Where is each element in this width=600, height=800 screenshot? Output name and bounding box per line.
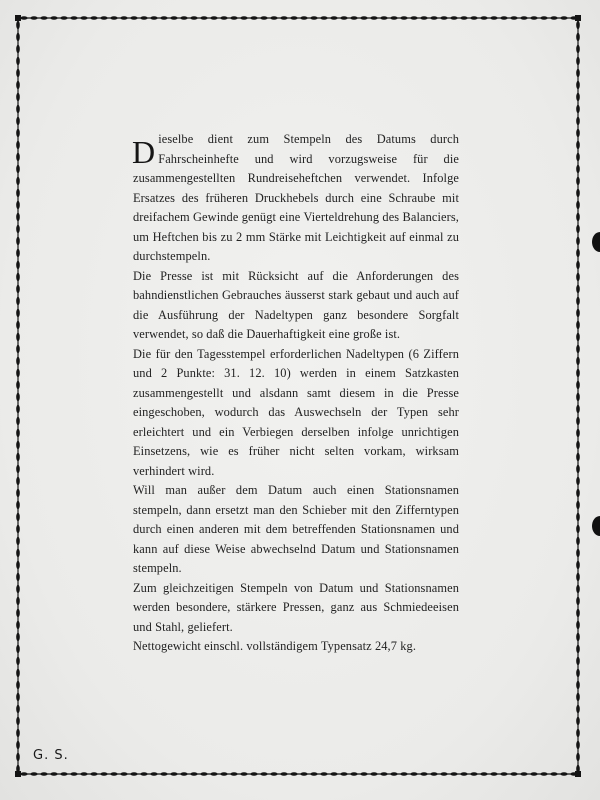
border-ornament	[16, 177, 20, 185]
border-ornament	[576, 105, 580, 113]
border-ornament	[576, 381, 580, 389]
border-ornament	[576, 489, 580, 497]
border-ornament	[550, 16, 557, 20]
border-ornament	[16, 633, 20, 641]
border-ornament	[550, 772, 557, 776]
border-ornament	[200, 772, 207, 776]
border-ornament	[120, 772, 127, 776]
border-ornament	[576, 333, 580, 341]
paragraph-4: Will man außer dem Datum auch einen Stationsnamen stempeln, dann ersetzt man den Schieber mit den Zifferntypen durch einen anderen mit dem betreffenden Stationsnamen und kann auf diese Weise abwechselnd Datum und Stationsnamen stempeln.	[133, 483, 459, 575]
border-ornament	[576, 549, 580, 557]
border-ornament	[420, 772, 427, 776]
border-ornament	[16, 129, 20, 137]
border-ornament	[16, 357, 20, 365]
border-ornament	[576, 321, 580, 329]
border-ornament	[576, 45, 580, 53]
border-ornament	[170, 772, 177, 776]
border-ornament	[60, 772, 67, 776]
border-ornament	[510, 16, 517, 20]
border-ornament	[16, 153, 20, 161]
border-ornament	[290, 772, 297, 776]
paragraph-5: Zum gleichzeitigen Stempeln von Datum und Stationsnamen werden besondere, stärkere Pressen, ganz aus Schmiedeeisen und Stahl, geliefert.	[133, 580, 459, 634]
border-ornament	[70, 772, 77, 776]
border-ornament	[576, 177, 580, 185]
border-ornament	[16, 21, 20, 29]
border-ornament	[190, 16, 197, 20]
border-ornament	[160, 772, 167, 776]
border-ornament	[270, 16, 277, 20]
border-ornament	[390, 772, 397, 776]
border-ornament	[140, 772, 147, 776]
border-ornament	[576, 405, 580, 413]
border-ornament	[390, 16, 397, 20]
border-ornament	[130, 772, 137, 776]
border-ornament	[576, 501, 580, 509]
border-ornament	[270, 772, 277, 776]
border-ornament	[130, 16, 137, 20]
border-ornament	[16, 717, 20, 725]
border-ornament	[16, 381, 20, 389]
border-ornament	[16, 393, 20, 401]
border-ornament	[200, 16, 207, 20]
border-ornament	[40, 16, 47, 20]
border-ornament	[16, 45, 20, 53]
border-ornament	[560, 772, 567, 776]
border-ornament	[16, 321, 20, 329]
border-ornament	[576, 225, 580, 233]
border-ornament	[340, 772, 347, 776]
border-ornament	[440, 16, 447, 20]
border-ornament	[576, 477, 580, 485]
border-ornament	[16, 513, 20, 521]
border-ornament	[350, 772, 357, 776]
border-ornament	[180, 16, 187, 20]
border-ornament	[90, 16, 97, 20]
border-ornament	[16, 489, 20, 497]
border-ornament	[16, 669, 20, 677]
border-ornament	[310, 16, 317, 20]
border-ornament	[500, 772, 507, 776]
border-ornament	[16, 501, 20, 509]
border-ornament	[576, 117, 580, 125]
border-ornament	[576, 729, 580, 737]
border-ornament	[420, 16, 427, 20]
border-ornament	[240, 772, 247, 776]
border-ornament	[16, 609, 20, 617]
border-ornament	[450, 772, 457, 776]
border-ornament	[576, 69, 580, 77]
border-ornament	[576, 693, 580, 701]
border-ornament	[16, 201, 20, 209]
border-ornament	[340, 16, 347, 20]
border-ornament	[380, 16, 387, 20]
border-ornament	[576, 609, 580, 617]
border-ornament	[400, 16, 407, 20]
border-ornament	[16, 237, 20, 245]
border-ornament	[110, 16, 117, 20]
border-ornament	[560, 16, 567, 20]
border-ornament	[210, 16, 217, 20]
border-ornament	[250, 16, 257, 20]
border-ornament	[520, 772, 527, 776]
border-ornament	[576, 645, 580, 653]
border-ornament	[16, 453, 20, 461]
border-ornament	[220, 16, 227, 20]
border-ornament	[16, 753, 20, 761]
border-ornament	[480, 772, 487, 776]
border-ornament	[16, 657, 20, 665]
border-ornament	[530, 16, 537, 20]
border-ornament	[16, 729, 20, 737]
border-ornament	[470, 772, 477, 776]
border-ornament	[320, 16, 327, 20]
border-ornament	[440, 772, 447, 776]
border-ornament	[160, 16, 167, 20]
border-ornament	[460, 16, 467, 20]
border-ornament	[16, 573, 20, 581]
border-ornament	[16, 441, 20, 449]
border-ornament	[576, 561, 580, 569]
border-ornament	[16, 465, 20, 473]
border-ornament	[576, 237, 580, 245]
border-ornament	[16, 417, 20, 425]
border-ornament	[16, 105, 20, 113]
border-ornament	[576, 273, 580, 281]
border-ornament	[250, 772, 257, 776]
border-ornament	[280, 772, 287, 776]
border-ornament	[576, 309, 580, 317]
border-ornament	[16, 345, 20, 353]
border-ornament	[100, 772, 107, 776]
border-ornament	[50, 16, 57, 20]
border-ornament	[576, 717, 580, 725]
border-ornament	[576, 669, 580, 677]
border-ornament	[16, 69, 20, 77]
border-ornament	[410, 16, 417, 20]
border-ornament	[576, 681, 580, 689]
border-ornament	[16, 285, 20, 293]
border-ornament	[16, 117, 20, 125]
border-ornament	[16, 273, 20, 281]
border-ornament	[16, 165, 20, 173]
border-ornament	[430, 772, 437, 776]
border-ornament	[576, 141, 580, 149]
border-ornament	[50, 772, 57, 776]
border-ornament	[530, 772, 537, 776]
border-ornament	[576, 345, 580, 353]
border-ornament	[490, 16, 497, 20]
border-ornament	[576, 201, 580, 209]
border-ornament	[80, 16, 87, 20]
border-ornament	[576, 369, 580, 377]
border-ornament	[410, 772, 417, 776]
border-ornament	[16, 369, 20, 377]
border-ornament	[16, 261, 20, 269]
border-ornament	[576, 417, 580, 425]
border-ornament	[576, 129, 580, 137]
border-ornament	[16, 561, 20, 569]
border-ornament	[576, 165, 580, 173]
border-corner	[15, 771, 21, 777]
border-ornament	[16, 333, 20, 341]
border-ornament	[576, 285, 580, 293]
border-ornament	[576, 93, 580, 101]
border-ornament	[240, 16, 247, 20]
border-ornament	[16, 249, 20, 257]
body-text	[133, 130, 459, 657]
paragraph-3: Die für den Tagesstempel erforderlichen Nadeltypen (6 Ziffern und 2 Punkte: 31. 12. 10) werden in einem Satzkasten zusammengestellt und alsdann samt diesem in die Presse eingeschoben, wodurch das Auswechseln der Typen sehr erleichtert und ein Verbiegen derselben infolge unrichtigen Einsetzens, wie es früher nicht selten vorkam, wirksam verhindert wird.	[133, 346, 459, 478]
border-ornament	[16, 537, 20, 545]
border-ornament	[16, 33, 20, 41]
border-ornament	[16, 189, 20, 197]
border-ornament	[280, 16, 287, 20]
border-ornament	[80, 772, 87, 776]
paragraph-2: Die Presse ist mit Rücksicht auf die Anforderungen des bahndienstlichen Gebrauches äusserst stark gebaut und auch auf die Ausführung der Nadeltypen ganz besondere Sorgfalt verwendet, so daß die Dauerhaftigkeit eine große ist.	[133, 268, 459, 341]
border-ornament	[576, 525, 580, 533]
border-ornament	[290, 16, 297, 20]
border-ornament	[540, 772, 547, 776]
border-ornament	[576, 753, 580, 761]
border-ornament	[430, 16, 437, 20]
border-ornament	[16, 57, 20, 65]
border-ornament	[100, 16, 107, 20]
border-ornament	[576, 213, 580, 221]
border-ornament	[16, 705, 20, 713]
border-ornament	[190, 772, 197, 776]
border-ornament	[16, 429, 20, 437]
border-ornament	[330, 772, 337, 776]
border-ornament	[360, 772, 367, 776]
border-ornament	[576, 513, 580, 521]
border-ornament	[470, 16, 477, 20]
border-ornament	[16, 645, 20, 653]
drop-cap: D	[132, 134, 156, 170]
border-ornament	[20, 772, 27, 776]
border-ornament	[576, 441, 580, 449]
border-ornament	[576, 465, 580, 473]
paragraph-6: Nettogewicht einschl. vollständigem Typensatz 24,7 kg.	[133, 639, 417, 653]
border-ornament	[16, 549, 20, 557]
border-ornament	[16, 621, 20, 629]
border-ornament	[16, 693, 20, 701]
border-ornament	[90, 772, 97, 776]
border-ornament	[350, 16, 357, 20]
border-ornament	[520, 16, 527, 20]
border-ornament	[60, 16, 67, 20]
border-ornament	[150, 772, 157, 776]
border-ornament	[16, 225, 20, 233]
border-ornament	[300, 16, 307, 20]
signature-initials: G. S.	[33, 748, 69, 763]
border-ornament	[576, 153, 580, 161]
border-ornament	[360, 16, 367, 20]
border-ornament	[110, 772, 117, 776]
border-ornament	[170, 16, 177, 20]
border-ornament	[576, 597, 580, 605]
border-ornament	[16, 741, 20, 749]
border-ornament	[30, 772, 37, 776]
border-ornament	[576, 429, 580, 437]
border-corner	[15, 15, 21, 21]
border-ornament	[576, 633, 580, 641]
border-ornament	[16, 405, 20, 413]
border-ornament	[70, 16, 77, 20]
border-ornament	[510, 772, 517, 776]
border-ornament	[40, 772, 47, 776]
border-ornament	[16, 297, 20, 305]
border-ornament	[500, 16, 507, 20]
border-ornament	[230, 16, 237, 20]
border-ornament	[576, 189, 580, 197]
border-ornament	[150, 16, 157, 20]
border-ornament	[576, 537, 580, 545]
border-ornament	[140, 16, 147, 20]
border-ornament	[460, 772, 467, 776]
border-ornament	[380, 772, 387, 776]
border-ornament	[540, 16, 547, 20]
border-ornament	[400, 772, 407, 776]
border-ornament	[16, 597, 20, 605]
border-ornament	[20, 16, 27, 20]
border-ornament	[260, 772, 267, 776]
border-ornament	[260, 16, 267, 20]
border-ornament	[576, 453, 580, 461]
border-ornament	[16, 585, 20, 593]
border-ornament	[480, 16, 487, 20]
border-ornament	[16, 309, 20, 317]
paragraph-1-text: ieselbe dient zum Stempeln des Datums durch Fahrscheinhefte und wird vorzugsweise für die zusammengestellten Rundreiseheftchen verwendet. Infolge Ersatzes des früheren Druckhebels durch eine Schraube mit dreifachem Gewinde genügt eine Vierteldrehung des Balanciers, um Heftchen bis zu 2 mm Stärke mit Leichtigkeit auf einmal zu durchstempeln.	[133, 132, 459, 263]
border-ornament	[16, 93, 20, 101]
border-ornament	[210, 772, 217, 776]
paragraph-1	[133, 130, 459, 267]
border-ornament	[16, 477, 20, 485]
border-ornament	[16, 141, 20, 149]
border-corner	[575, 771, 581, 777]
border-ornament	[576, 261, 580, 269]
border-ornament	[16, 81, 20, 89]
border-ornament	[576, 81, 580, 89]
border-ornament	[220, 772, 227, 776]
border-ornament	[310, 772, 317, 776]
border-ornament	[300, 772, 307, 776]
border-ornament	[576, 57, 580, 65]
border-ornament	[16, 681, 20, 689]
border-ornament	[576, 21, 580, 29]
border-corner	[575, 15, 581, 21]
border-ornament	[576, 249, 580, 257]
border-ornament	[576, 705, 580, 713]
border-ornament	[576, 297, 580, 305]
border-ornament	[576, 621, 580, 629]
border-ornament	[576, 573, 580, 581]
border-ornament	[120, 16, 127, 20]
border-ornament	[370, 772, 377, 776]
border-ornament	[576, 657, 580, 665]
border-ornament	[330, 16, 337, 20]
border-ornament	[30, 16, 37, 20]
border-ornament	[576, 585, 580, 593]
border-ornament	[370, 16, 377, 20]
border-ornament	[180, 772, 187, 776]
border-ornament	[320, 772, 327, 776]
border-ornament	[576, 741, 580, 749]
border-ornament	[576, 33, 580, 41]
border-ornament	[16, 213, 20, 221]
border-ornament	[450, 16, 457, 20]
border-ornament	[16, 525, 20, 533]
border-ornament	[490, 772, 497, 776]
border-ornament	[576, 393, 580, 401]
border-ornament	[230, 772, 237, 776]
border-ornament	[576, 357, 580, 365]
